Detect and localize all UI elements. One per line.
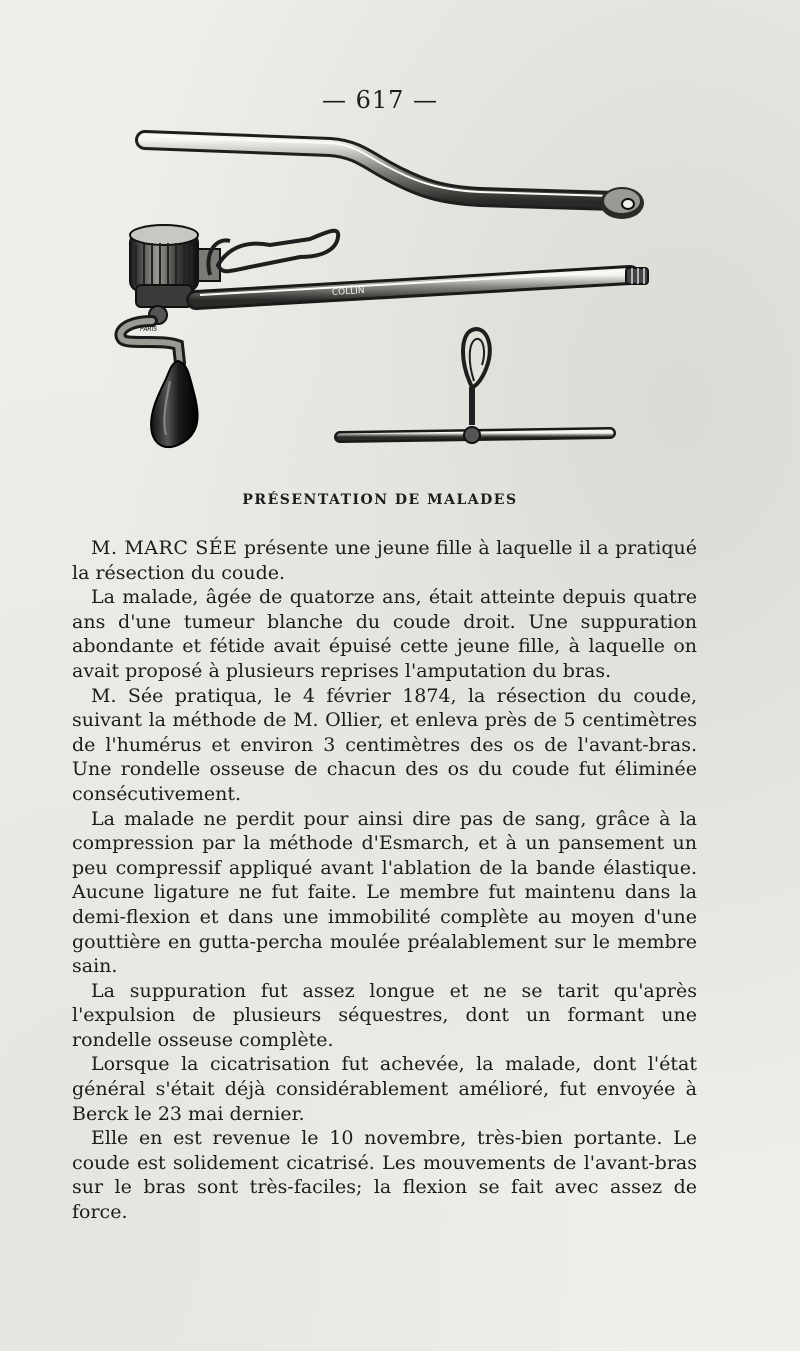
t-bar-hook [340, 329, 610, 443]
surgical-instrument-illustration [100, 125, 660, 465]
paragraph-3 [72, 684, 697, 807]
crank-handle [120, 321, 197, 447]
paragraph-7 [72, 1126, 697, 1224]
section-title: PRÉSENTATION DE MALADES [242, 492, 518, 508]
paragraph-text: présente une jeune fille à laquelle il a pratiqué la résection du coude. [72, 537, 697, 584]
paragraph-text: La malade, âgée de quatorze ans, était atteinte depuis quatre ans d'une tumeur blanche du coude droit. Une suppuration abondante et fétide avait épuisé cette jeune fille, à laquelle on avait proposé à plusieurs reprises l'amputation du bras. [72, 586, 697, 682]
page-number: — 617 — [321, 86, 439, 114]
paris-stamp: PARIS [140, 326, 158, 333]
paragraph-text: La suppuration fut assez longue et ne se tarit qu'après l'expulsion de plusieurs séquestres, dont un formant une rondelle osseuse complète. [72, 979, 697, 1051]
paragraph-4 [72, 807, 697, 979]
paragraph-2 [72, 585, 697, 683]
maker-stamp: COLLIN [331, 286, 365, 298]
main-bar [196, 268, 648, 300]
paragraph-6 [72, 1052, 697, 1126]
article-body [72, 536, 697, 1225]
paragraph-text: M. Sée pratiqua, le 4 février 1874, la résection du coude, suivant la méthode de M. Ollier, et enleva près de 5 centimètres de l'humérus et environ 3 centimètres des os de l'avant-bras. Une rondelle osseuse de chacun des os du coude fut éliminée consécutivement. [72, 684, 697, 805]
paragraph-text: La malade ne perdit pour ainsi dire pas de sang, grâce à la compression par la méthode d'Esmarch, et à un pansement un peu compressif appliqué avant l'ablation de la bande élastique. Aucune ligature ne fut faite. Le membre fut maintenu dans la demi-flexion et dans une immobilité complète au moyen d'une gouttière en gutta-percha moulée préalablement sur le membre sain. [72, 807, 697, 978]
paragraph-1 [72, 536, 697, 585]
paragraph-text: Elle en est revenue le 10 novembre, très-bien portante. Le coude est solidement cicatrisé. Les mouvements de l'avant-bras sur le bras sont très-faciles; la flexion se fait avec assez de force. [72, 1127, 697, 1224]
spring-clip [208, 231, 338, 275]
paragraph-text: Lorsque la cicatrisation fut achevée, la malade, dont l'état général s'était déjà considérablement amélioré, fut envoyée à Berck le 23 mai dernier. [72, 1053, 697, 1125]
paragraph-5 [72, 979, 697, 1053]
speaker-name: M. MARC SÉE [91, 537, 238, 559]
upper-curved-rod [145, 136, 644, 219]
